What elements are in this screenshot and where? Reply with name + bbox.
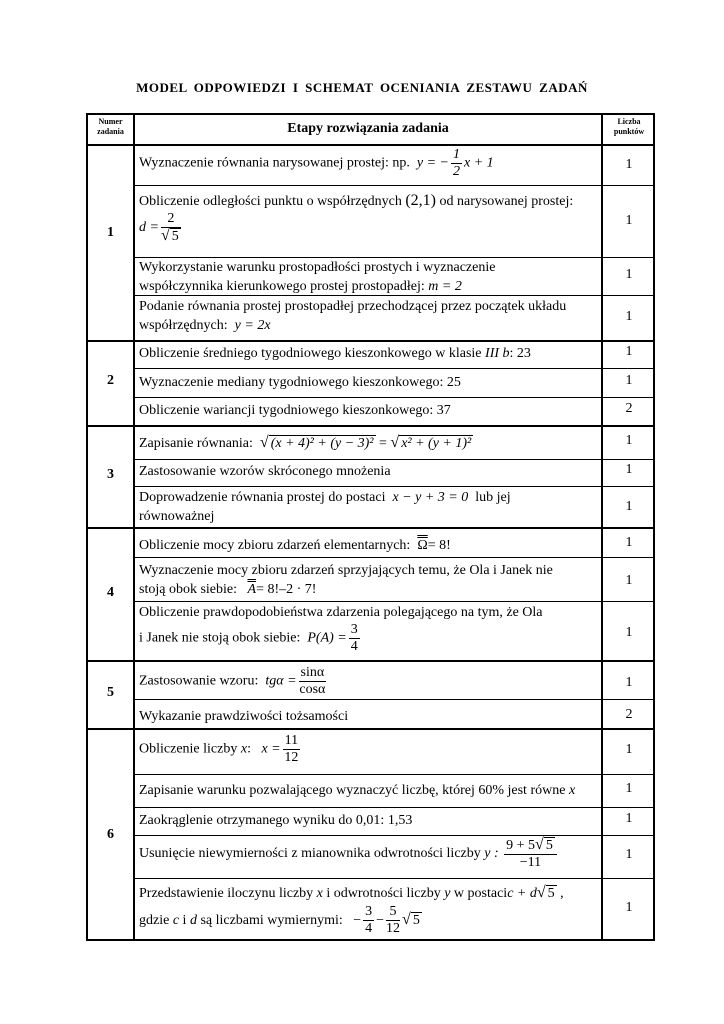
step-row: Obliczenie odległości punktu o współrzędnych (2,1) od narysowanej prostej: d = $\frac{2}{√ 5}$ [139, 192, 574, 244]
step-row: Zapisanie warunku pozwalającego wyznaczyć liczbę, której 60% jest równe x [139, 783, 576, 798]
step-row: Zaokrąglenie otrzymanego wyniku do 0,01: 1,53 [139, 813, 413, 828]
step-row: Obliczenie mocy zbioru zdarzeń elementarnych: Ω= 8! [139, 538, 451, 553]
step-row: Doprowadzenie równania prostej do postaci x − y + 3 = 0 lub jej równoważnej [139, 490, 511, 524]
points-value: 1 [625, 373, 633, 388]
points-value: 1 [625, 309, 633, 324]
points-value: 1 [625, 213, 633, 228]
points-value: 1 [625, 742, 633, 757]
step-row: Obliczenie średniego tygodniowego kieszonkowego w klasie III b: 23 [139, 346, 531, 361]
row-divider [88, 728, 653, 730]
points-value: 1 [625, 675, 633, 690]
page-title: MODEL ODPOWIEDZI I SCHEMAT OCENIANIA ZESTAWU ZADAŃ [136, 80, 588, 95]
step-row: Wykazanie prawdziwości tożsamości [139, 709, 349, 724]
points-value: 1 [625, 535, 633, 550]
points-value: 1 [625, 625, 633, 640]
step-row: Usunięcie niewymierności z mianownika odwrotności liczby y : $\frac{9 + 5√ 5}{-11}$ [139, 837, 597, 871]
points-value: 1 [625, 157, 633, 172]
row-divider [88, 144, 653, 146]
points-value: 1 [625, 433, 633, 448]
row-divider [88, 660, 653, 662]
header-steps: Etapy rozwiązania zadania [287, 121, 449, 136]
task-number: 1 [107, 225, 114, 240]
step-row: Obliczenie prawdopodobieństwa zdarzenia polegającego na tym, że Ola i Janek nie stoją obok siebie: P(A) = $\frac{3}{4}$ [139, 605, 543, 654]
points-value: 1 [625, 900, 633, 915]
step-row: Obliczenie wariancji tygodniowego kieszonkowego: 37 [139, 403, 451, 418]
step-row: Wyznaczenie mocy zbioru zdarzeń sprzyjających temu, że Ola i Janek nie stoją obok siebie: A= 8!–2 · 7! [139, 563, 553, 597]
task-number: 4 [107, 585, 114, 600]
header-task-number: Numer zadania [97, 117, 124, 136]
points-value: 1 [625, 462, 633, 477]
step-row: Wyznaczenie równania narysowanej prostej: np. y = − $\frac{1}{2}$ x + 1 [139, 147, 494, 179]
points-value: 2 [625, 707, 633, 722]
step-row: Obliczenie liczby x: x = $\frac{11}{12}$ [139, 733, 299, 765]
scoring-table [86, 113, 655, 941]
step-row: Podanie równania prostej prostopadłej przechodzącej przez początek układu współrzędnych: y = 2x [139, 299, 567, 333]
step-row: Przedstawienie iloczynu liczby x i odwrotności liczby y w postacic + d√ 5 , gdzie c i d są liczbami wymiernymi: − $\frac{3}{4}$ − $\frac{5}{12}$ √ 5 [139, 884, 564, 937]
step-row: Wyznaczenie mediany tygodniowego kieszonkowego: 25 [139, 375, 461, 390]
points-value: 1 [625, 344, 633, 359]
points-value: 2 [625, 401, 633, 416]
points-value: 1 [625, 781, 633, 796]
task-number: 5 [107, 685, 114, 700]
task-number: 3 [107, 467, 114, 482]
points-value: 1 [625, 811, 633, 826]
task-number: 2 [107, 373, 114, 388]
step-row: Zastosowanie wzoru: tgα = $\frac{\sin\alpha}{\cos\alpha}$ [139, 665, 326, 697]
row-divider [88, 425, 653, 427]
row-divider [88, 527, 653, 529]
row-divider [88, 340, 653, 342]
points-value: 1 [625, 267, 633, 282]
header-points: Liczba punktów [613, 117, 645, 136]
step-row: Zastosowanie wzorów skróconego mnożenia [139, 464, 391, 479]
step-row: Wykorzystanie warunku prostopadłości prostych i wyznaczenie współczynnika kierunkowego prostej prostopadłej: m = 2 [139, 260, 496, 294]
points-value: 1 [625, 847, 633, 862]
points-value: 1 [625, 573, 633, 588]
task-number: 6 [107, 827, 114, 842]
points-value: 1 [625, 499, 633, 514]
step-row: Zapisanie równania: √ (x + 4)² + (y − 3)² = √ x² + (y + 1)² [139, 434, 472, 451]
